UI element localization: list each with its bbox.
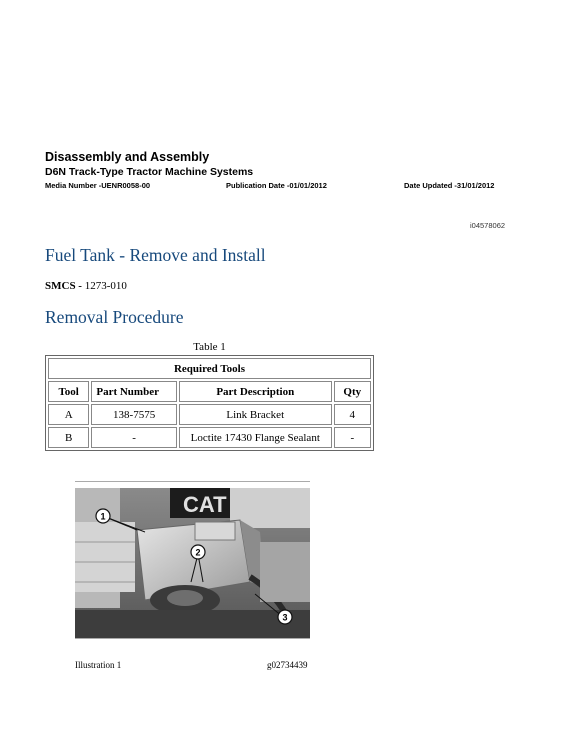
illustration-caption: Illustration 1 — [75, 660, 122, 670]
required-tools-table — [45, 355, 374, 451]
publication-date: Publication Date -01/01/2012 — [226, 181, 327, 190]
column-header: Qty — [334, 381, 371, 402]
table-title: Required Tools — [48, 358, 371, 379]
table-cell: 138-7575 — [91, 404, 177, 425]
column-header: Tool — [48, 381, 89, 402]
date-updated: Date Updated -31/01/2012 — [404, 181, 495, 190]
cat-logo: CAT — [183, 492, 227, 517]
smcs-code — [45, 280, 127, 292]
table-cell: - — [334, 427, 371, 448]
table-row — [48, 427, 371, 448]
callout-1-label: 1 — [100, 511, 106, 522]
table-cell: A — [48, 404, 89, 425]
media-number: Media Number -UENR0058-00 — [45, 181, 151, 190]
column-header: Part Number — [91, 381, 177, 402]
smcs-value: 1273-010 — [84, 280, 127, 292]
table-row — [48, 404, 371, 425]
table-cell: B — [48, 427, 89, 448]
document-id: i04578062 — [470, 221, 506, 230]
smcs-label: SMCS - — [45, 280, 82, 292]
column-header: Part Description — [179, 381, 332, 402]
table-cell: - — [91, 427, 177, 448]
table-cell: Loctite 17430 Flange Sealant — [179, 427, 332, 448]
callout-3-label: 3 — [282, 612, 288, 623]
illustration-id: g02734439 — [267, 660, 308, 670]
table-caption: Table 1 — [193, 341, 226, 353]
callout-2-label: 2 — [195, 547, 201, 558]
table-cell: 4 — [334, 404, 371, 425]
table-cell: Link Bracket — [179, 404, 332, 425]
document-header-title: Disassembly and Assembly — [45, 150, 210, 164]
illustration — [75, 481, 310, 639]
section-title: Removal Procedure — [45, 307, 184, 327]
fuel-tank-photo — [75, 482, 310, 638]
document-header-subtitle: D6N Track-Type Tractor Machine Systems — [45, 166, 254, 178]
page-title: Fuel Tank - Remove and Install — [45, 245, 266, 265]
table-header-row — [48, 381, 371, 402]
